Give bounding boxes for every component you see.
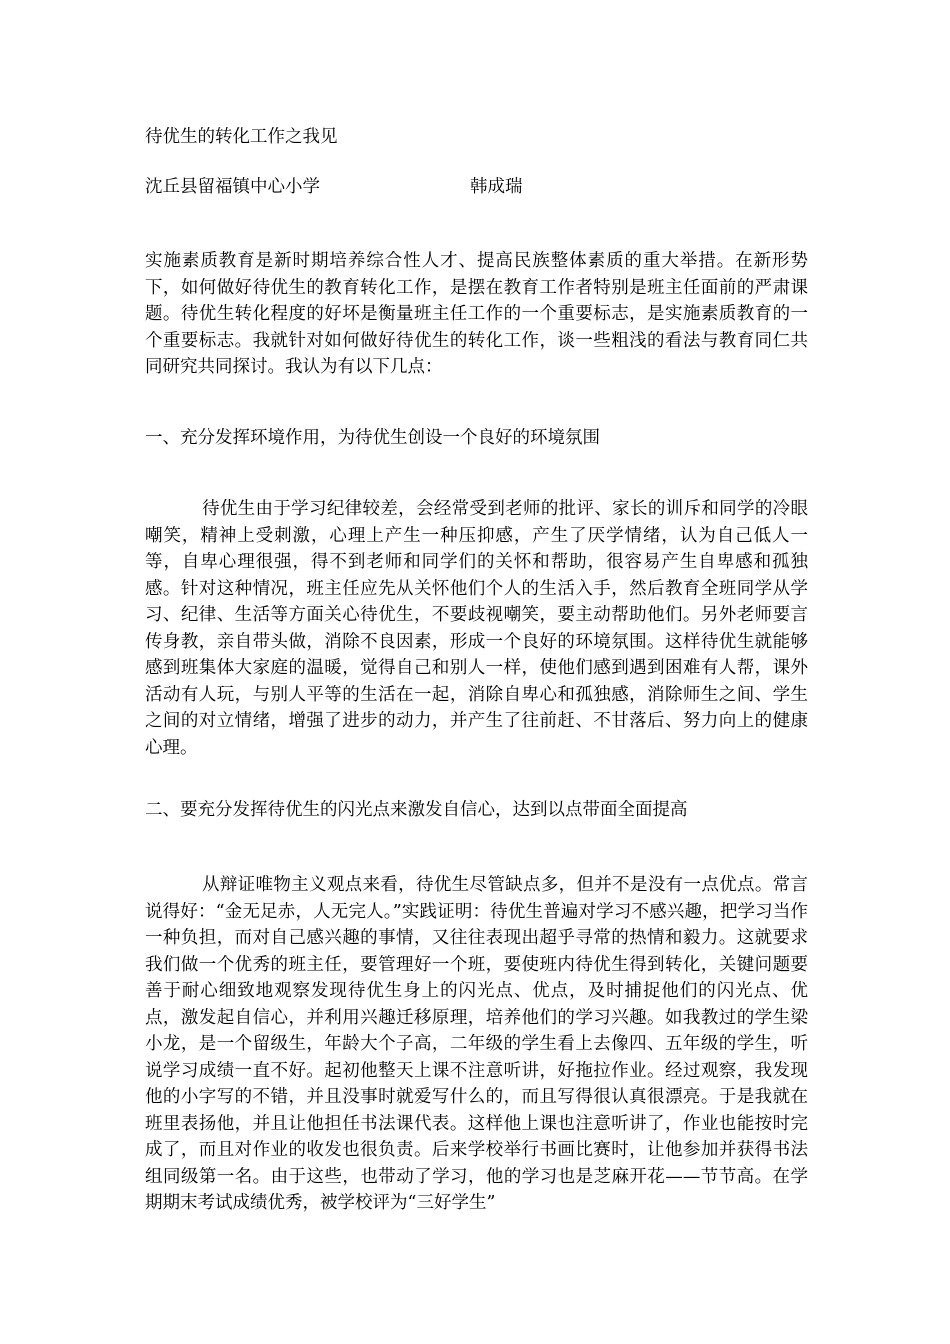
intro-paragraph: 实施素质教育是新时期培养综合性人才、提高民族整体素质的重大举措。在新形势下，如何做好待优生的教育转化工作，是摆在教育工作者特别是班主任面前的严肃课题。待优生转化程度的好坏是衡量班主任工作的一个重要标志，是实施素质教育的一个重要标志。我就针对如何做好待优生的转化工作，谈一些粗浅的看法与教育同仁共同研究共同探讨。我认为有以下几点： (145, 251, 808, 377)
document-title: 待优生的转化工作之我见 (145, 127, 338, 147)
section-heading-1: 一、充分发挥环境作用，为待优生创设一个良好的环境氛围 (145, 428, 600, 448)
section-heading-2: 二、要充分发挥待优生的闪光点来激发自信心，达到以点带面全面提高 (145, 800, 688, 820)
school-name: 沈丘县留福镇中心小学 (145, 177, 320, 197)
author-name: 韩成瑞 (470, 177, 523, 197)
section-body-1: 待优生由于学习纪律较差，会经常受到老师的批评、家长的训斥和同学的冷眼嘲笑，精神上受刺激，心理上产生一种压抑感，产生了厌学情绪，认为自己低人一等，自卑心理很强，得不到老师和同学们的关怀和帮助，很容易产生自卑感和孤独感。针对这种情况，班主任应先从关怀他们个人的生活入手，然后教育全班同学从学习、纪律、生活等方面关心待优生，不要歧视嘲笑，要主动帮助他们。另外老师要言传身教，亲自带头做，消除不良因素，形成一个良好的环境氛围。这样待优生就能够感到班集体大家庭的温暖，觉得自己和别人一样，使他们感到遇到困难有人帮，课外活动有人玩，与别人平等的生活在一起，消除自卑心和孤独感，消除师生之间、学生之间的对立情绪，增强了进步的动力，并产生了往前赶、不甘落后、努力向上的健康心理。 (145, 499, 808, 758)
section-body-2: 从辩证唯物主义观点来看，待优生尽管缺点多，但并不是没有一点优点。常言说得好：“金无足赤，人无完人。”实践证明：待优生普遍对学习不感兴趣，把学习当作一种负担，而对自己感兴趣的事情，又往往表现出超乎寻常的热情和毅力。这就要求我们做一个优秀的班主任，要管理好一个班，要使班内待优生得到转化，关键问题要善于耐心细致地观察发现待优生身上的闪光点、优点，及时捕捉他们的闪光点、优点，激发起自信心，并利用兴趣迁移原理，培养他们的学习兴趣。如我教过的学生梁小龙，是一个留级生，年龄大个子高，二年级的学生看上去像四、五年级的学生，听说学习成绩一直不好。起初他整天上课不注意听讲，好拖拉作业。经过观察，我发现他的小字写的不错，并且没事时就爱写什么的，而且写得很认真很漂亮。于是我就在班里表扬他，并且让他担任书法课代表。这样他上课也注意听讲了，作业也能按时完成了，而且对作业的收发也很负责。后来学校举行书画比赛时，让他参加并获得书法组同级第一名。由于这些，也带动了学习，他的学习也是芝麻开花——节节高。在学期期末考试成绩优秀，被学校评为“三好学生” (145, 875, 808, 1213)
